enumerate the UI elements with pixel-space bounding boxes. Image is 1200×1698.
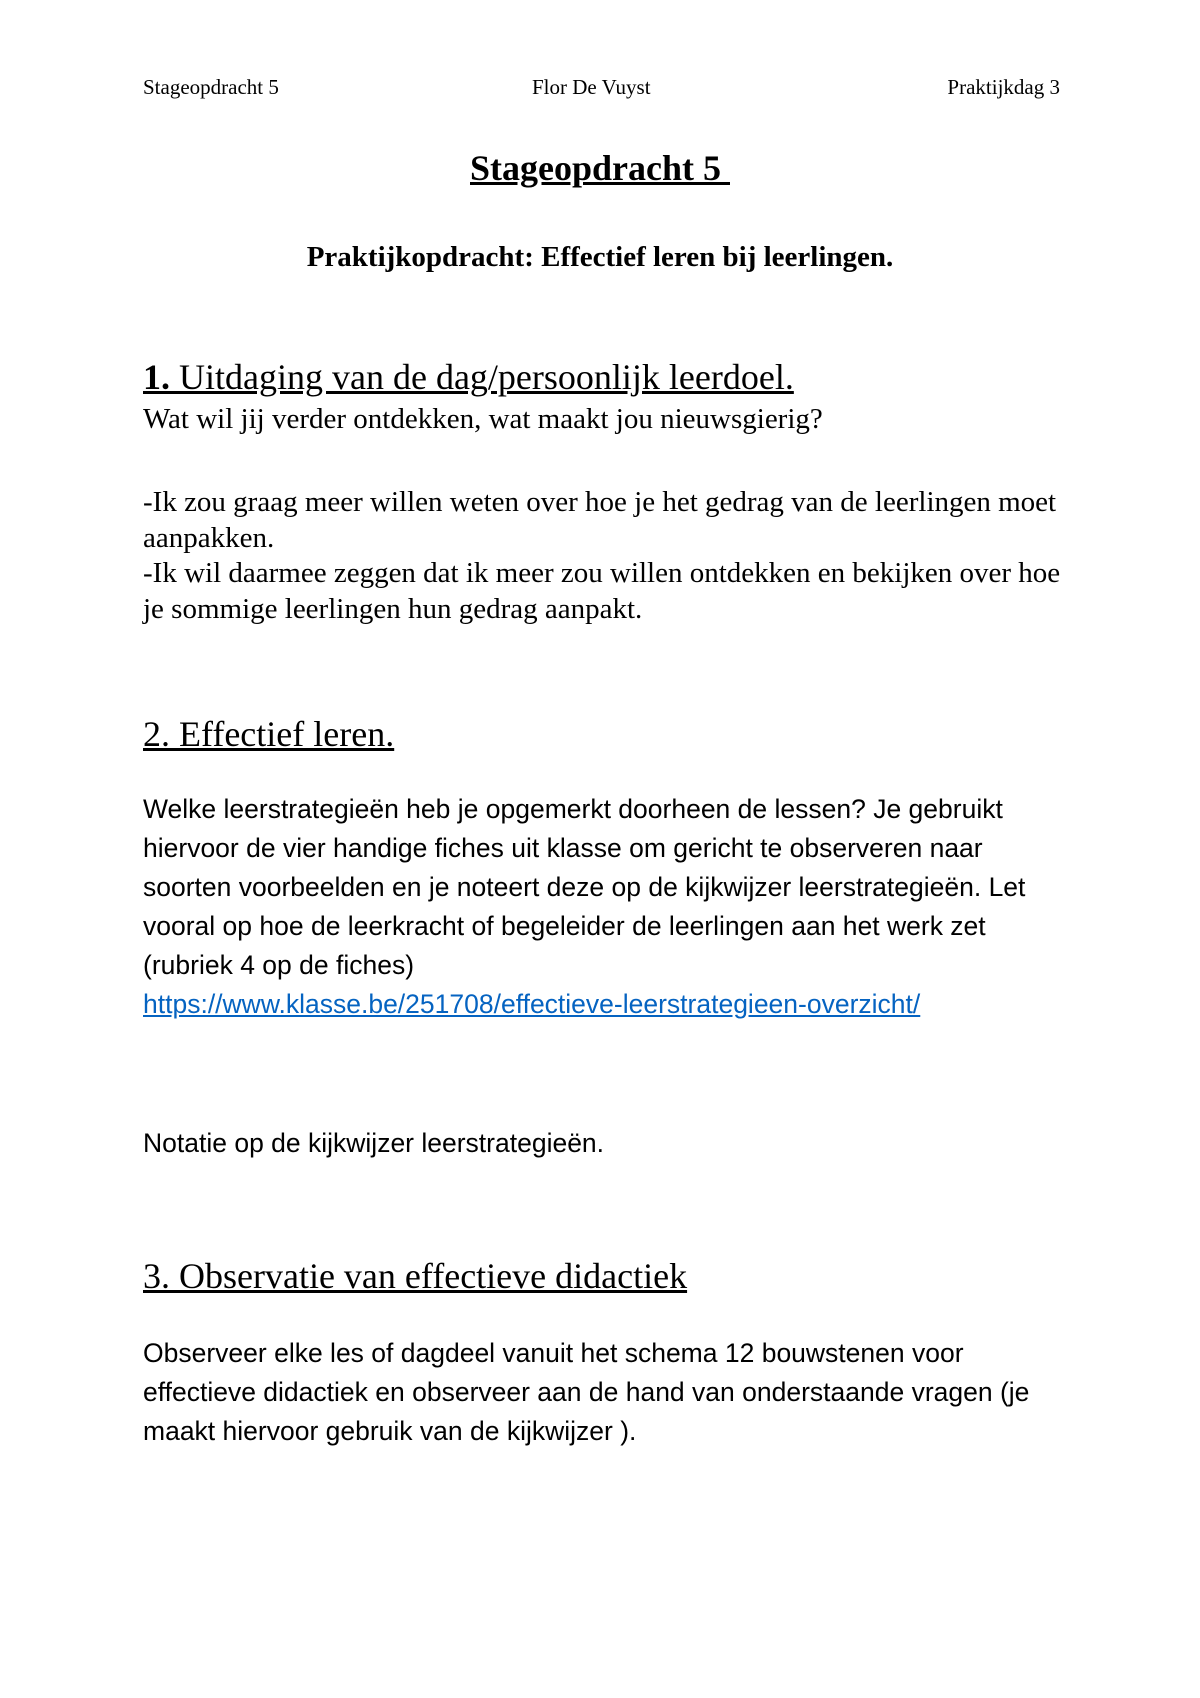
- section-2-body: [143, 790, 1073, 1024]
- header-author: Flor De Vuyst: [532, 75, 651, 99]
- section-3-heading: 3. Observatie van effectieve didactiek: [143, 1256, 688, 1296]
- klasse-link[interactable]: https://www.klasse.be/251708/effectieve-leerstrategieen-overzicht/: [143, 989, 921, 1019]
- section-1-answers: [143, 485, 1073, 627]
- section-1-title: Uitdaging van de dag/persoonlijk leerdoel.: [170, 357, 794, 397]
- section-3-body: [143, 1334, 1073, 1451]
- header-right-text: Praktijkdag 3: [947, 75, 1060, 99]
- document-subtitle: Praktijkopdracht: Effectief leren bij leerlingen.: [306, 241, 894, 273]
- section-1-answer-1: -Ik zou graag meer willen weten over hoe je het gedrag van de leerlingen moet aanpakken.: [143, 486, 1057, 554]
- section-3-body-text: Observeer elke les of dagdeel vanuit het schema 12 bouwstenen voor effectieve didactiek en observeer aan de hand van onderstaande vragen (je maakt hiervoor gebruik van de kijkwijzer ).: [143, 1338, 1030, 1446]
- section-2-note: [143, 1124, 1073, 1163]
- header-left-text: Stageopdracht 5: [143, 75, 279, 99]
- section-1-question: [143, 401, 1073, 437]
- section-1-answer-2: -Ik wil daarmee zeggen dat ik meer zou willen ontdekken en bekijken over hoe je sommige leerlingen hun gedrag aanpakt.: [143, 557, 1061, 625]
- section-2-body-text: Welke leerstrategieën heb je opgemerkt doorheen de lessen? Je gebruikt hiervoor de vier handige fiches uit klasse om gericht te observeren naar soorten voorbeelden en je noteert deze op de kijkwijzer leerstrategieën. Let vooral op hoe de leerkracht of begeleider de leerlingen aan het werk zet (rubriek 4 op de fiches): [143, 794, 1026, 980]
- section-1-heading: [143, 356, 794, 398]
- section-2-heading: 2. Effectief leren.: [143, 714, 395, 754]
- document-title: Stageopdracht 5: [470, 148, 730, 188]
- section-1-number: 1.: [143, 357, 170, 397]
- section-1-question-text: Wat wil jij verder ontdekken, wat maakt jou nieuwsgierig?: [143, 403, 823, 435]
- section-2-note-text: Notatie op de kijkwijzer leerstrategieën.: [143, 1128, 605, 1158]
